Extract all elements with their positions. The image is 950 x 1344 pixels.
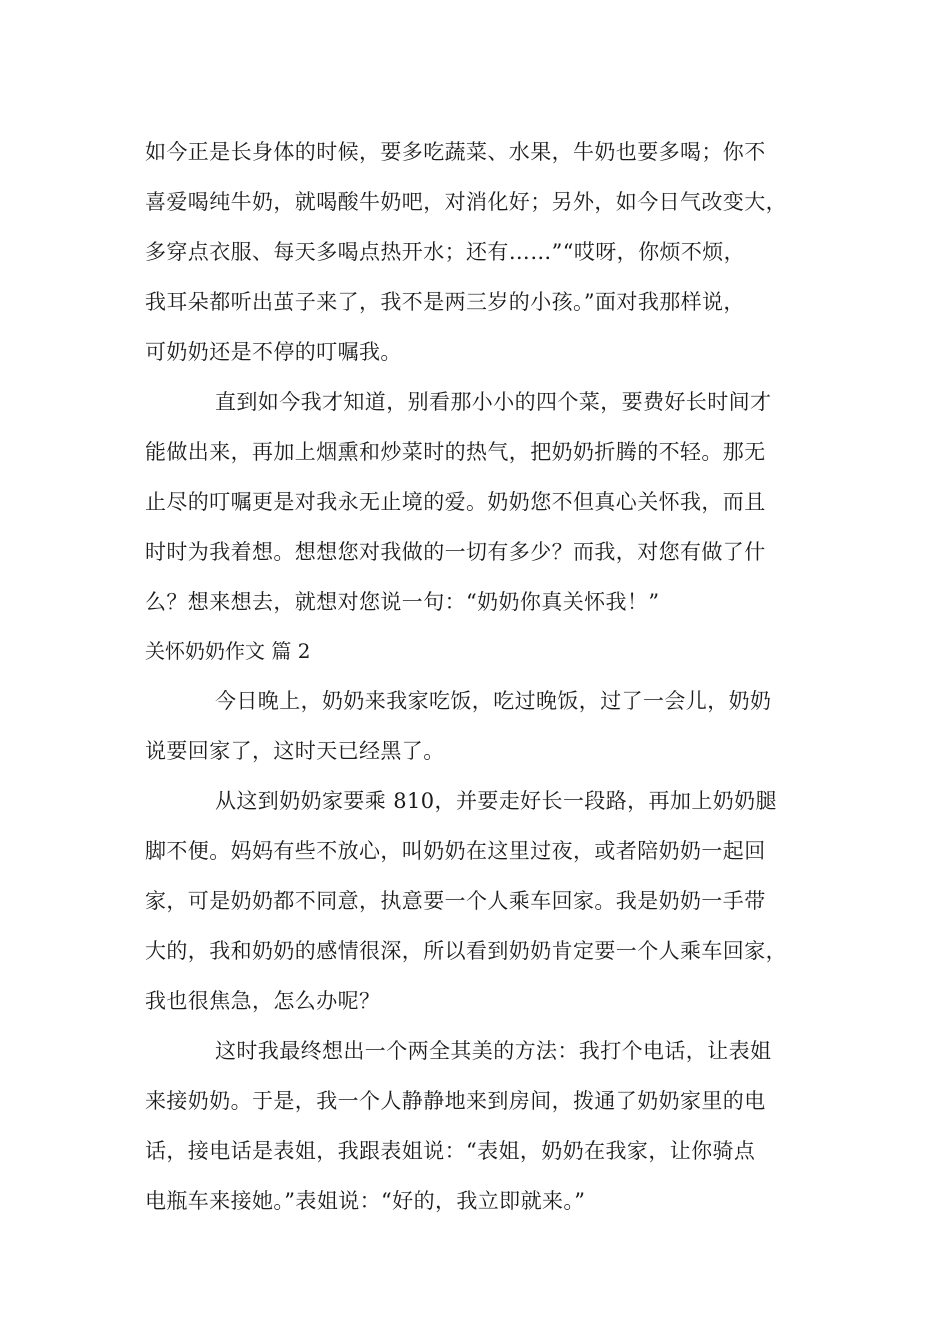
- text-line: 家，可是奶奶都不同意，执意要一个人乘车回家。我是奶奶一手带: [145, 889, 766, 913]
- text-line: 直到如今我才知道，别看那小小的四个菜，要费好长时间才: [215, 390, 772, 414]
- text-line: 电瓶车来接她。”表姐说：“好的，我立即就来。”: [145, 1189, 586, 1213]
- text-line: 可奶奶还是不停的叮嘱我。: [145, 340, 402, 364]
- text-line: 多穿点衣服、每天多喝点热开水；还有……”“哎呀，你烦不烦，: [145, 240, 746, 264]
- text-line: 我耳朵都听出茧子来了，我不是两三岁的小孩。”面对我那样说，: [145, 290, 745, 314]
- section-title: 关怀奶奶作文 篇 2: [145, 639, 311, 663]
- text-line: 今日晚上，奶奶来我家吃饭，吃过晚饭，过了一会儿，奶奶: [215, 689, 772, 713]
- text-line: 来接奶奶。于是，我一个人静静地来到房间，拨通了奶奶家里的电: [145, 1089, 766, 1113]
- text-line: 说要回家了，这时天已经黑了。: [145, 739, 445, 763]
- text-line: 时时为我着想。想想您对我做的一切有多少？而我，对您有做了什: [145, 540, 766, 564]
- text-line: 大的，我和奶奶的感情很深，所以看到奶奶肯定要一个人乘车回家，: [145, 939, 787, 963]
- text-line: 从这到奶奶家要乘 810，并要走好长一段路，再加上奶奶腿: [215, 789, 777, 813]
- text-line: 么？想来想去，就想对您说一句：“奶奶你真关怀我！”: [145, 590, 660, 614]
- text-line: 脚不便。妈妈有些不放心，叫奶奶在这里过夜，或者陪奶奶一起回: [145, 839, 766, 863]
- text-line: 喜爱喝纯牛奶，就喝酸牛奶吧，对消化好；另外，如今日气改变大，: [145, 190, 787, 214]
- text-line: 止尽的叮嘱更是对我永无止境的爱。奶奶您不但真心关怀我，而且: [145, 490, 766, 514]
- text-line: 话，接电话是表姐，我跟表姐说：“表姐，奶奶在我家，让你骑点: [145, 1139, 756, 1163]
- text-line: 能做出来，再加上烟熏和炒菜时的热气，把奶奶折腾的不轻。那无: [145, 440, 766, 464]
- text-line: 这时我最终想出一个两全其美的方法：我打个电话，让表姐: [215, 1039, 772, 1063]
- text-line: 我也很焦急，怎么办呢？: [145, 989, 381, 1013]
- text-line: 如今正是长身体的时候，要多吃蔬菜、水果，牛奶也要多喝；你不: [145, 140, 766, 164]
